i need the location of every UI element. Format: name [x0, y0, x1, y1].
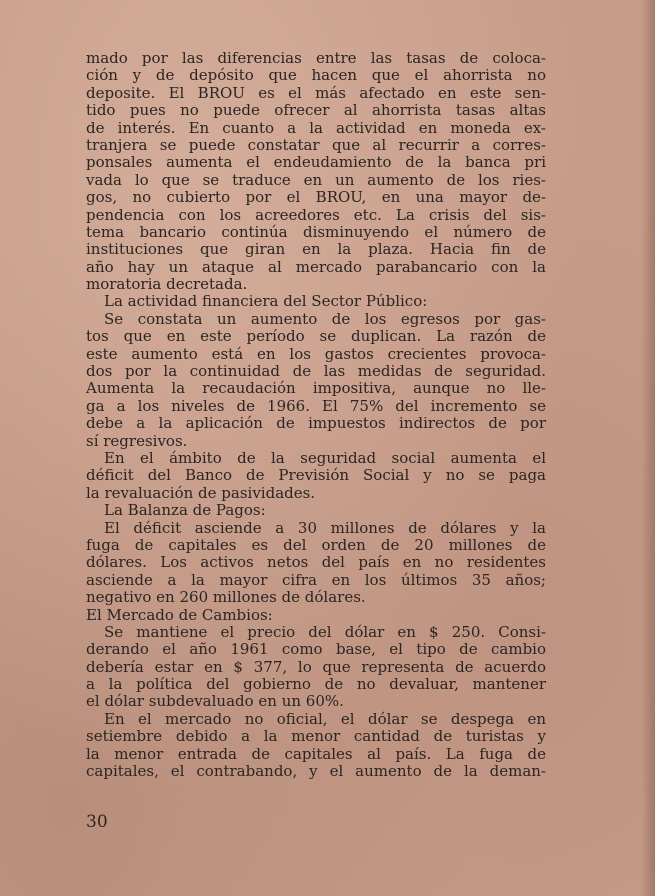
page-edge-shadow	[641, 0, 655, 896]
text-line: moratoria decretada.	[86, 276, 248, 294]
text-line: debe a la aplicación de impuestos indirectos de por	[86, 415, 546, 433]
text-line: gos, no cubierto por el BROU, en una mayor de-	[86, 189, 546, 207]
text-line: Se constata un aumento de los egresos por gas-	[104, 310, 546, 328]
text-line: negativo en 260 millones de dólares.	[86, 589, 366, 607]
text-line: deposite. El BROU es el más afectado en este sen-	[86, 84, 546, 102]
text-line: la revaluación de pasividades.	[86, 484, 316, 502]
text-line: a la política del gobierno de no devaluar, mantener	[86, 676, 546, 694]
text-line: setiembre debido a la menor cantidad de turistas y	[86, 728, 546, 746]
text-line: dos por la continuidad de las medidas de seguridad.	[86, 363, 546, 381]
section-heading: La actividad financiera del Sector Público:	[104, 293, 428, 311]
text-line: debería estar en $ 377, lo que representa de acuerdo	[86, 658, 546, 676]
section-heading: La Balanza de Pagos:	[104, 502, 266, 520]
text-line: sí regresivos.	[86, 432, 188, 450]
text-line: ponsales aumenta el endeudamiento de la banca pri	[86, 154, 546, 172]
text-line: Se mantiene el precio del dólar en $ 250. Consi-	[104, 623, 546, 641]
text-line: ga a los niveles de 1966. El 75% del incremento se	[86, 397, 546, 415]
text-line: tos que en este período se duplican. La razón de	[86, 328, 546, 346]
text-line: instituciones que giran en la plaza. Hacia fin de	[86, 241, 546, 259]
text-line: fuga de capitales es del orden de 20 millones de	[86, 536, 546, 554]
text-line: tema bancario continúa disminuyendo el número de	[86, 223, 546, 241]
text-line: tranjera se puede constatar que al recurrir a corres-	[86, 136, 546, 154]
text-line: dólares. Los activos netos del país en no residentes	[86, 554, 546, 572]
text-line: El déficit asciende a 30 millones de dólares y la	[104, 519, 546, 537]
text-line: ción y de depósito que hacen que el ahorrista no	[86, 67, 546, 85]
text-line: mado por las diferencias entre las tasas de coloca-	[86, 50, 546, 67]
text-line: de interés. En cuanto a la actividad en moneda ex-	[86, 119, 546, 137]
text-line: pendencia con los acreedores etc. La crisis del sis-	[86, 206, 546, 224]
text-line: En el mercado no oficial, el dólar se despega en	[104, 710, 546, 728]
page-body	[86, 50, 546, 780]
page-number: 30	[86, 812, 108, 832]
text-line: la menor entrada de capitales al país. La fuga de	[86, 745, 546, 763]
text-line: tido pues no puede ofrecer al ahorrista tasas altas	[86, 102, 546, 120]
text-line: capitales, el contrabando, y el aumento de la deman-	[86, 763, 546, 781]
text-line: asciende a la mayor cifra en los últimos 35 años;	[86, 571, 546, 589]
text-line: En el ámbito de la seguridad social aumenta el	[104, 449, 546, 467]
section-heading: El Mercado de Cambios:	[86, 606, 273, 624]
text-line: vada lo que se traduce en un aumento de los ries-	[86, 171, 546, 189]
text-line: derando el año 1961 como base, el tipo de cambio	[86, 641, 546, 659]
text-line: déficit del Banco de Previsión Social y no se paga	[86, 467, 546, 485]
text-line: este aumento está en los gastos crecientes provoca-	[86, 345, 546, 363]
text-line: el dólar subdevaluado en un 60%.	[86, 693, 344, 711]
text-line: Aumenta la recaudación impositiva, aunque no lle-	[86, 380, 546, 398]
text-line: año hay un ataque al mercado parabancario con la	[86, 258, 546, 276]
